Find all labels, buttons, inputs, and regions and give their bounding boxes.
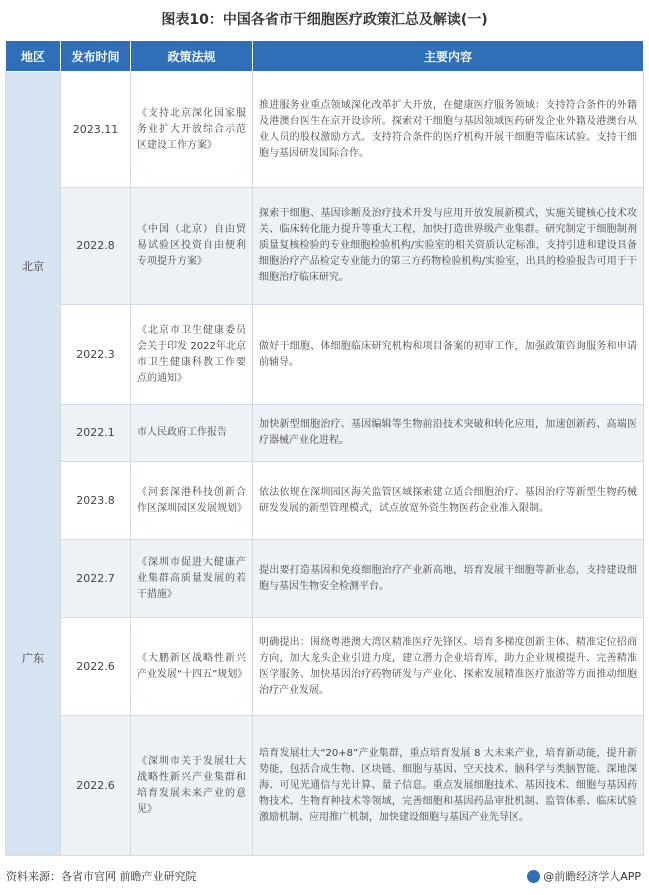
content-cell: 推进服务业重点领域深化改革扩大开放，在健康医疗服务领域：支持符合条件的外籍及港澳台医生在京开设诊所。探索对干细胞与基因领域医药研发企业外籍及港澳台从业人员的股权激励方式。支持符合条件的医疗机构开展干细胞等临床试验。支持干细胞与基因研发国际合作。 xyxy=(253,72,644,188)
region-cell-beijing: 北京 xyxy=(6,72,61,462)
content-cell: 依法依规在深圳园区海关监管区域探索建立适合细胞治疗、基因治疗等新型生物药械研发发展的新型管理模式，试点放宽外资生物医药企业准入限制。 xyxy=(253,462,644,540)
content-cell: 培育发展壮大“20+8”产业集群，重点培育发展 8 大未来产业，培育新动能，提升新势能，包括合成生物、区块链、细胞与基因、空天技术、脑科学与类脑智能、深地深海、可见光通信与光计算、量子信息。重点发展细胞技术、基因技术、细胞与基因药物技术、生物育种技术等领域，完善细胞和基因药品审批机制、监管体系、临床试验激励机制、应用推广机制，加快建设细胞与基因产业先导区。 xyxy=(253,716,644,856)
policy-cell: 《深圳市关于发展壮大战略性新兴产业集群和培育发展未来产业的意见》 xyxy=(131,716,253,856)
policy-cell: 《深圳市促进大健康产业集群高质量发展的若干措施》 xyxy=(131,540,253,618)
date-cell: 2022.8 xyxy=(61,188,131,305)
region-cell-guangdong: 广东 xyxy=(6,462,61,856)
content-cell: 探索干细胞、基因诊断及治疗技术开发与应用开放发展新模式，实施关键核心技术攻关、临床转化能力提升等重大工程，加快打造世界级产业集群。研究制定干细胞制剂质量复核检验的专业细胞检验机构/实验室的相关资质认定标准，支持引进和建设具备细胞治疗产品检定专业能力的第三方药物检验机构/实验室，出具的检验报告可用于干细胞治疗临床研究。 xyxy=(253,188,644,305)
content-cell: 明确提出：围绕粤港澳大湾区精准医疗先锋区、培育多梯度创新主体、精准定位招商方向，加大龙头企业引进力度，建立潜力企业培育库，助力企业规模提升、完善精准医学服务、加快基因治疗药物研发与产业化、探索发展精准医疗旅游等方面推动细胞治疗产业发展。 xyxy=(253,618,644,716)
date-cell: 2023.8 xyxy=(61,462,131,540)
table-row xyxy=(6,188,644,305)
header-content: 主要内容 xyxy=(253,41,644,72)
table-row xyxy=(6,618,644,716)
policy-cell: 《北京市卫生健康委员会关于印发 2022年北京市卫生健康科教工作要点的通知》 xyxy=(131,305,253,405)
date-cell: 2022.6 xyxy=(61,618,131,716)
footer xyxy=(0,860,649,895)
header-policy: 政策法规 xyxy=(131,41,253,72)
date-cell: 2022.3 xyxy=(61,305,131,405)
header-region: 地区 xyxy=(6,41,61,72)
date-cell: 2022.7 xyxy=(61,540,131,618)
brand-label: @前瞻经济学人APP xyxy=(543,870,641,883)
table-row xyxy=(6,540,644,618)
policy-cell: 《河套深港科技创新合作区深圳园区发展规划》 xyxy=(131,462,253,540)
table-header-row xyxy=(6,41,644,72)
content-cell: 提出要打造基因和免疫细胞治疗产业新高地，培育发展干细胞等新业态，支持建设细胞与基因生物安全检测平台。 xyxy=(253,540,644,618)
header-date: 发布时间 xyxy=(61,41,131,72)
policy-cell: 《支持北京深化国家服务业扩大开放综合示范区建设工作方案》 xyxy=(131,72,253,188)
table-row xyxy=(6,305,644,405)
table-row xyxy=(6,405,644,462)
source-note: 资料来源：各省市官网 前瞻产业研究院 xyxy=(6,870,197,883)
content-cell: 做好干细胞、体细胞临床研究机构和项目备案的初审工作，加强政策咨询服务和申请前辅导。 xyxy=(253,305,644,405)
table-row xyxy=(6,72,644,188)
content-cell: 加快新型细胞治疗、基因编辑等生物前沿技术突破和转化应用，加速创新药、高端医疗器械产业化进程。 xyxy=(253,405,644,462)
brand-credit xyxy=(527,868,641,884)
table-row xyxy=(6,462,644,540)
date-cell: 2022.6 xyxy=(61,716,131,856)
table-row xyxy=(6,716,644,856)
date-cell: 2023.11 xyxy=(61,72,131,188)
policy-table xyxy=(5,40,644,856)
page-title: 图表10：中国各省市干细胞医疗政策汇总及解读(一) xyxy=(161,12,488,28)
date-cell: 2022.1 xyxy=(61,405,131,462)
brand-logo-icon xyxy=(527,870,540,883)
policy-cell: 《中国（北京）自由贸易试验区投资自由便利专项提升方案》 xyxy=(131,188,253,305)
policy-cell: 市人民政府工作报告 xyxy=(131,405,253,462)
policy-cell: 《大鹏新区战略性新兴产业发展“十四五”规划》 xyxy=(131,618,253,716)
